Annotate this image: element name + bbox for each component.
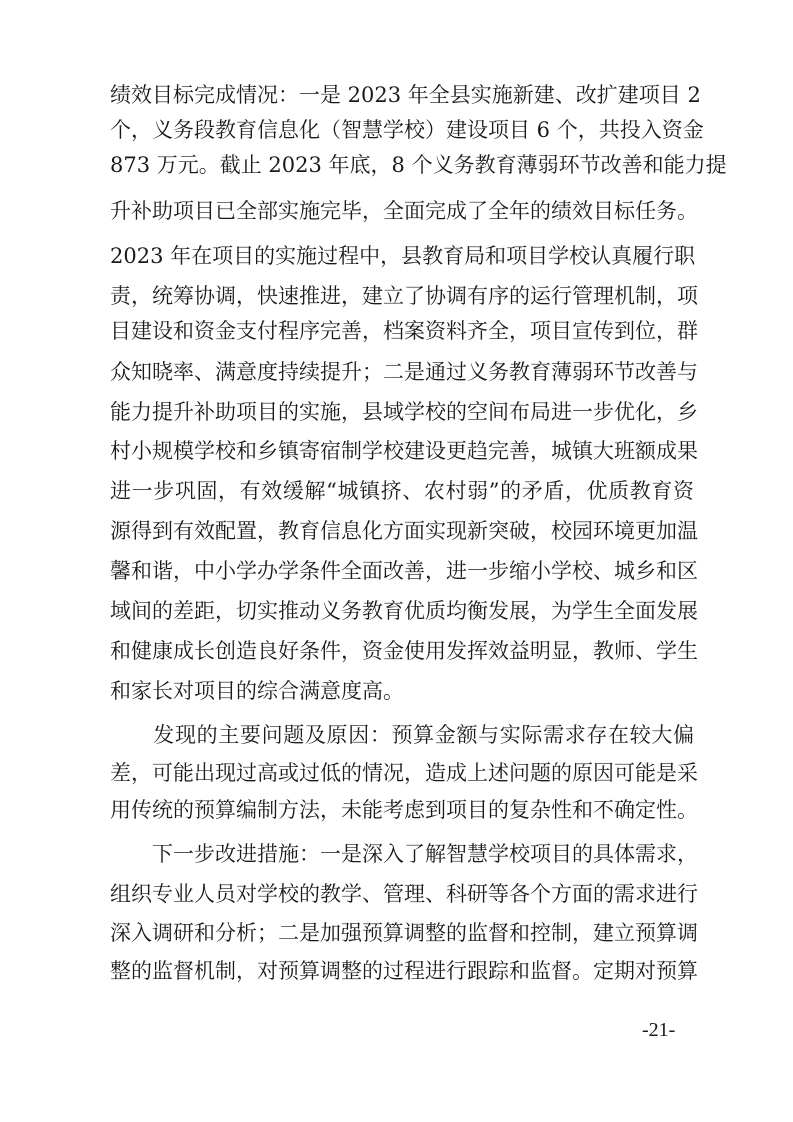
paragraph-1-line-12: 源得到有效配置，教育信息化方面实现新突破，校园环境更加温 bbox=[110, 519, 698, 543]
paragraph-3-line-4: 整的监督机制，对预算调整的过程进行跟踪和监督。定期对预算 bbox=[110, 959, 698, 983]
paragraph-3-line-2: 组织专业人员对学校的教学、管理、科研等各个方面的需求进行 bbox=[110, 882, 698, 906]
paragraph-2-line-1: 发现的主要问题及原因：预算金额与实际需求存在较大偏 bbox=[110, 723, 694, 747]
paragraph-3-line-3: 深入调研和分析；二是加强预算调整的监督和控制，建立预算调 bbox=[110, 921, 698, 945]
paragraph-1-line-11: 进一步巩固，有效缓解“城镇挤、农村弱”的矛盾，优质教育资 bbox=[110, 479, 694, 503]
paragraph-1-line-7: 目建设和资金支付程序完善，档案资料齐全，项目宣传到位，群 bbox=[110, 319, 698, 343]
page-number: -21- bbox=[642, 1019, 676, 1041]
paragraph-1-line-15: 和健康成长创造良好条件，资金使用发挥效益明显，教师、学生 bbox=[110, 639, 698, 663]
paragraph-2-line-3: 用传统的预算编制方法，未能考虑到项目的复杂性和不确定性。 bbox=[110, 798, 698, 822]
paragraph-1-line-14: 域间的差距，切实推动义务教育优质均衡发展，为学生全面发展 bbox=[110, 599, 698, 623]
paragraph-1-line-8: 众知晓率、满意度持续提升；二是通过义务教育薄弱环节改善与 bbox=[110, 360, 698, 384]
paragraph-1-line-2: 个，义务段教育信息化（智慧学校）建设项目 6 个，共投入资金 bbox=[110, 118, 704, 142]
paragraph-1-line-4: 升补助项目已全部实施完毕，全面完成了全年的绩效目标任务。 bbox=[110, 199, 698, 223]
paragraph-1-line-16: 和家长对项目的综合满意度高。 bbox=[110, 679, 404, 703]
paragraph-1-line-9: 能力提升补助项目的实施，县域学校的空间布局进一步优化，乡 bbox=[110, 400, 698, 424]
paragraph-1-line-5: 2023 年在项目的实施过程中，县教育局和项目学校认真履行职 bbox=[110, 244, 696, 268]
paragraph-1-line-3: 873 万元。截止 2023 年底，8 个义务教育薄弱环节改善和能力提 bbox=[110, 153, 727, 177]
paragraph-1-line-13: 馨和谐，中小学办学条件全面改善，进一步缩小学校、城乡和区 bbox=[110, 559, 698, 583]
paragraph-3-line-1: 下一步改进措施：一是深入了解智慧学校项目的具体需求， bbox=[110, 842, 698, 866]
paragraph-1-line-6: 责，统筹协调，快速推进，建立了协调有序的运行管理机制，项 bbox=[110, 284, 698, 308]
paragraph-2-line-2: 差，可能出现过高或过低的情况，造成上述问题的原因可能是采 bbox=[110, 761, 698, 785]
paragraph-1-line-1: 绩效目标完成情况：一是 2023 年全县实施新建、改扩建项目 2 bbox=[110, 83, 701, 107]
paragraph-1-line-10: 村小规模学校和乡镇寄宿制学校建设更趋完善，城镇大班额成果 bbox=[110, 439, 698, 463]
